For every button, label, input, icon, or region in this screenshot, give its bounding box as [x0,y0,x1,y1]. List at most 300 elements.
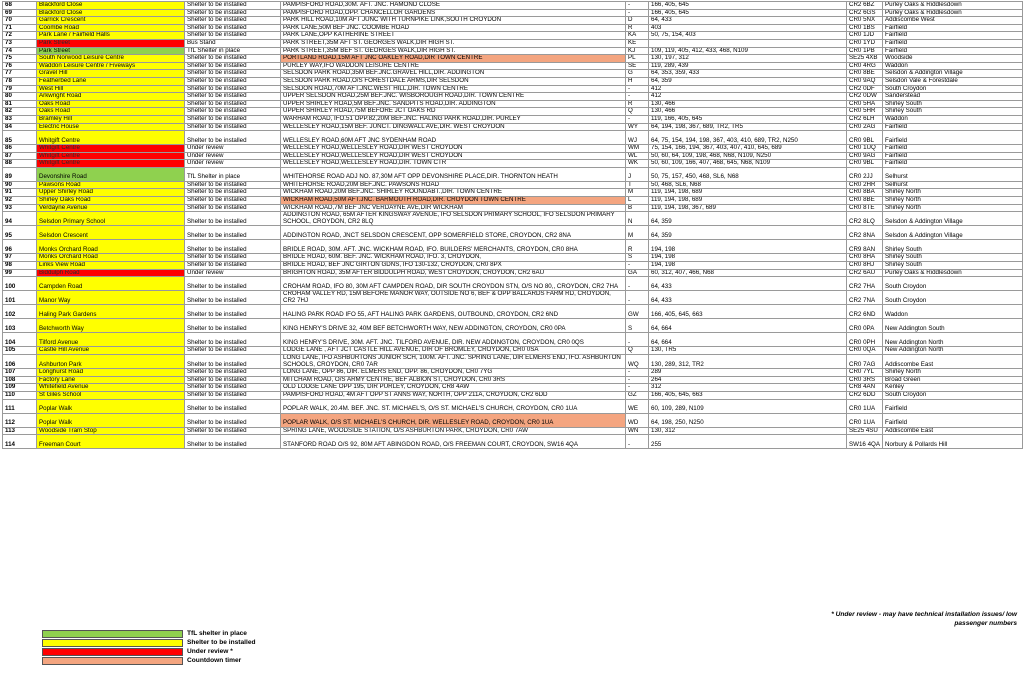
stop-name: Garrick Crescent [37,17,185,25]
row-number: 99 [3,269,37,277]
shelter-status: Shelter to be installed [185,55,281,63]
stop-indicator: - [626,384,649,392]
stop-location: BRIGHTON ROAD, 35M AFTER BIDDULPH ROAD, WEST CROYDON, CROYDON, CR2 6AU [281,269,626,277]
bus-routes: 50, 60, 109, 166, 407, 468, 645, N68, N109 [649,160,847,168]
table-row [3,152,1023,160]
table-row [3,108,1023,116]
row-number: 76 [3,62,37,70]
bus-routes: 194, 198 [649,254,847,262]
bus-routes: 50, 75, 157, 450, 468, SL6, N68 [649,167,847,181]
shelter-status: Shelter to be installed [185,24,281,32]
stop-name: Biddulph Road [37,269,185,277]
shelter-status: Shelter to be installed [185,131,281,145]
stop-location: WELLESLEY ROAD,WELLESLEY ROAD,DIR. TOWN CTR [281,160,626,168]
stop-location: PAMPISFORD ROAD,30M. AFT. JNC. HAMOND CLOSE [281,2,626,10]
bus-routes: 289 [649,369,847,377]
shelter-status: Shelter to be installed [185,369,281,377]
shelter-status: Shelter to be installed [185,9,281,17]
legend-item [42,629,256,638]
ward-name: Fairfield [883,413,1023,427]
stop-indicator: - [626,115,649,123]
stop-name: Waddon Leisure Centre / Fiveways [37,62,185,70]
ward-name: Woodside [883,55,1023,63]
row-number: 92 [3,197,37,205]
ward-name: Shirley North [883,369,1023,377]
ward-name: Sanderstead [883,93,1023,101]
shelter-status: Shelter to be installed [185,277,281,291]
postcode: CR0 8BE [847,197,883,205]
stop-location: WICKHAM ROAD,7M BEF JNC VERDAYNE AVE,DIR WICKHAM [281,204,626,212]
stop-location: WHITEHORSE ROAD,20M BEF.JNC. PAWSONS ROAD [281,181,626,189]
row-number: 69 [3,9,37,17]
ward-name: Purley Oaks & Riddlesdown [883,2,1023,10]
bus-routes: 64, 664 [649,333,847,347]
stop-location: WELLESLEY ROAD,WELLESLEY ROAD,DIR WEST CROYDON [281,145,626,153]
shelter-status: Shelter to be installed [185,212,281,226]
stop-indicator: WN [626,427,649,435]
postcode: CR0 8BE [847,70,883,78]
stop-location: SELSDON ROAD,70M AFT.JNC.WEST HILL,DIR. TOWN CENTRE [281,85,626,93]
row-number: 104 [3,333,37,347]
shelter-status: Shelter to be installed [185,435,281,449]
shelter-status: Shelter to be installed [185,319,281,333]
stop-indicator: WD [626,413,649,427]
ward-name: Addiscombe East [883,427,1023,435]
stop-location: PURLEY WAY,IFO WADDON LEISURE CENTRE [281,62,626,70]
stop-name: Electric House [37,123,185,131]
bus-routes: 130, 312 [649,427,847,435]
ward-name: New Addington North [883,333,1023,347]
stop-indicator: - [626,277,649,291]
bus-routes: 130, 466 [649,108,847,116]
stop-indicator: B [626,204,649,212]
stop-name: Monks Orchard Road [37,254,185,262]
ward-name: Selsdon & Addington Village [883,212,1023,226]
shelter-status: Shelter to be installed [185,189,281,197]
bus-routes: 64, 359 [649,226,847,240]
postcode: CR0 1UA [847,413,883,427]
shelter-status: Shelter to be installed [185,204,281,212]
stop-indicator: GA [626,269,649,277]
legend-swatch-yellow [42,639,183,647]
postcode: CR2 6DD [847,391,883,399]
row-number: 87 [3,152,37,160]
bus-routes: 312 [649,384,847,392]
ward-name: Selsdon & Addington Village [883,70,1023,78]
shelter-status: Shelter to be installed [185,197,281,205]
table-row [3,39,1023,47]
stop-name: Whitgift Centre [37,145,185,153]
row-number: 105 [3,347,37,355]
ward-name: Shirley North [883,197,1023,205]
stop-name: Monks Orchard Road [37,240,185,254]
shelter-status: Shelter to be installed [185,17,281,25]
ward-name: Fairfield [883,152,1023,160]
postcode: CR2 6AU [847,269,883,277]
row-number: 101 [3,291,37,305]
stop-indicator: M [626,189,649,197]
stop-location: SPRING LANE, WOODSIDE STATION, O/S ASHBURTON PARK, CROYDON, CR0 7AW [281,427,626,435]
stop-name: Arkwright Road [37,93,185,101]
stop-indicator: - [626,369,649,377]
legend-swatch-green [42,630,183,638]
row-number: 112 [3,413,37,427]
postcode: SE25 4XB [847,55,883,63]
postcode: CR0 8TE [847,204,883,212]
stop-location: PARK STREET,35M BEF ST. GEORGES WALK,DIR HIGH ST. [281,47,626,55]
shelter-status: Shelter to be installed [185,2,281,10]
row-number: 106 [3,355,37,369]
table-row [3,355,1023,369]
ward-name: Fairfield [883,160,1023,168]
bus-routes: 194, 198 [649,240,847,254]
stop-name: Selsdon Primary School [37,212,185,226]
bus-routes: 64, 433 [649,291,847,305]
bus-routes: 64, 353, 359, 433 [649,70,847,78]
stop-name: Betchworth Way [37,319,185,333]
bus-routes: 119, 194, 198, 367, 689 [649,204,847,212]
stop-indicator: M [626,226,649,240]
stop-indicator: SE [626,62,649,70]
bus-routes: 64, 198, 250, N250 [649,413,847,427]
table-row [3,291,1023,305]
table-row [3,204,1023,212]
ward-name: Fairfield [883,24,1023,32]
stop-indicator: D [626,17,649,25]
postcode: CR2 6LH [847,115,883,123]
stop-location: UPPER SELSDON ROAD,25M BEF.JNC. WISBOROUGH ROAD,DIR. TOWN CENTRE [281,93,626,101]
shelter-status: Shelter to be installed [185,77,281,85]
postcode: CR2 6BZ [847,2,883,10]
postcode: CR0 9BL [847,160,883,168]
bus-routes: 130, 466 [649,100,847,108]
table-row [3,115,1023,123]
ward-name: Addiscombe West [883,17,1023,25]
stop-indicator: KA [626,32,649,40]
shelter-status: Shelter to be installed [185,413,281,427]
shelter-status: Shelter to be installed [185,355,281,369]
stop-name: Coombe Road [37,24,185,32]
ward-name: Waddon [883,115,1023,123]
shelter-status: Under review [185,269,281,277]
table-row [3,427,1023,435]
stop-indicator: J [626,167,649,181]
stop-indicator: - [626,291,649,305]
table-row [3,413,1023,427]
postcode: CR0 0QA [847,347,883,355]
shelter-status: Shelter to be installed [185,391,281,399]
row-number: 110 [3,391,37,399]
postcode: CR2 8LQ [847,212,883,226]
ward-name: South Croydon [883,277,1023,291]
ward-name: Waddon [883,305,1023,319]
shelter-status: Shelter to be installed [185,291,281,305]
stop-location: UPPER SHIRLEY ROAD,5M BEF.JNC. SANDPITS ROAD,DIR. ADDINGTON [281,100,626,108]
shelter-status: Shelter to be installed [185,85,281,93]
bus-routes: 166, 405, 645, 663 [649,305,847,319]
postcode: CR0 2AG [847,123,883,131]
legend-label: Countdown timer [187,657,242,664]
row-number: 91 [3,189,37,197]
ward-name: New Addington South [883,319,1023,333]
bus-routes: 75, 154, 166, 194, 367, 403, 407, 410, 645, 689 [649,145,847,153]
postcode: CR2 6GS [847,9,883,17]
stop-location: PARK LANE,OPP KATHERINE STREET [281,32,626,40]
stop-location: CROHAM ROAD, IFO 80, 30M AFT CAMPDEN ROAD, DIR SOUTH CROYDON STN, O/S NO 80,, CROYDON, CR2 7HA [281,277,626,291]
table-row [3,9,1023,17]
ward-name: Selhurst [883,167,1023,181]
stop-indicator: - [626,435,649,449]
row-number: 81 [3,100,37,108]
ward-name: Shirley South [883,108,1023,116]
postcode: CR0 9AG [847,152,883,160]
shelter-status: Shelter to be installed [185,262,281,270]
stop-indicator: - [626,376,649,384]
stop-name: Selsdon Crescent [37,226,185,240]
shelter-status: Shelter to be installed [185,376,281,384]
bus-routes: 64, 433 [649,17,847,25]
postcode: CR0 1YD [847,39,883,47]
stop-location: WICKHAM ROAD,20M BEF.JNC. SHIRLEY ROUNDABT.,DIR. TOWN CENTRE [281,189,626,197]
legend-swatch-red [42,648,183,656]
table-body [3,2,1023,449]
table-row [3,123,1023,131]
stop-name: Campden Road [37,277,185,291]
ward-name: Shirley South [883,100,1023,108]
shelter-status: Shelter to be installed [185,240,281,254]
postcode: SW16 4QA [847,435,883,449]
stop-location: PARK LANE,50M BEF JNC. COOMBE ROAD [281,24,626,32]
stop-name: Bramley Hill [37,115,185,123]
bus-routes: 64, 359 [649,212,847,226]
postcode: CR2 7HA [847,277,883,291]
row-number: 97 [3,254,37,262]
shelter-status: Under review [185,160,281,168]
stop-name: Featherbed Lane [37,77,185,85]
stop-indicator: KJ [626,47,649,55]
stop-name: Factory Lane [37,376,185,384]
bus-routes: 64, 359 [649,77,847,85]
stop-name: Freeman Court [37,435,185,449]
postcode: CR0 8HA [847,254,883,262]
stop-name: Park Street [37,47,185,55]
stop-name: Links View Road [37,262,185,270]
postcode: CR0 9BL [847,131,883,145]
color-legend [42,629,256,665]
table-row [3,347,1023,355]
shelter-status: Shelter to be installed [185,254,281,262]
postcode: CR0 9AQ [847,77,883,85]
ward-name: Purley Oaks & Riddlesdown [883,269,1023,277]
row-number: 90 [3,181,37,189]
postcode: CR0 8HJ [847,262,883,270]
stop-name: Verdayne Avenue [37,204,185,212]
table-row [3,305,1023,319]
table-row [3,333,1023,347]
stop-indicator: WL [626,152,649,160]
stop-indicator: R [626,24,649,32]
bus-routes: 50, 60, 64, 109, 198, 468, N68, N109, N250 [649,152,847,160]
stop-location: POPLAR WALK, O/S ST. MICHAEL'S CHURCH, DIR. WELLESLEY ROAD, CROYDON, CR0 1UA [281,413,626,427]
bus-routes: 50, 75, 154, 403 [649,32,847,40]
stop-name: Manor Way [37,291,185,305]
shelter-status: Shelter to be installed [185,93,281,101]
stop-location: KING HENRY'S DRIVE, 30M. AFT. JNC. TILFORD AVENUE, DIR. NEW ADDINGTON, CROYDON, CR0 0QS [281,333,626,347]
stop-indicator: H [626,77,649,85]
stop-location: PORTLAND ROAD,15M AFT JNC OAKLEY ROAD,DIR TOWN CENTRE [281,55,626,63]
postcode: CR0 1PB [847,47,883,55]
shelter-status: Shelter to be installed [185,399,281,413]
stop-location: OLD LODGE LANE OPP 195, DIR PURLEY, CROYDON, CR8 4AW [281,384,626,392]
stop-location: SELSDON PARK ROAD,O/S FORESTDALE ARMS,DIR SELSDON [281,77,626,85]
stop-indicator: GW [626,305,649,319]
row-number: 86 [3,145,37,153]
bus-routes: 412 [649,85,847,93]
bus-routes: 60, 109, 289, N109 [649,399,847,413]
table-row [3,369,1023,377]
stop-indicator: KE [626,39,649,47]
stop-name: Whitgift Centre [37,152,185,160]
row-number: 98 [3,262,37,270]
legend-label: Under review * [187,648,233,655]
legend-item [42,638,256,647]
stop-location: PAMPISFORD ROAD,OPP. CHANCELLOR GARDENS [281,9,626,17]
bus-routes: 109, 119, 405, 412, 433, 468, N109 [649,47,847,55]
ward-name: Fairfield [883,32,1023,40]
stop-location: BRIDLE ROAD, BEF JNC GIRTON GDNS, IFO 130-132, CROYDON, CR0 8PX [281,262,626,270]
bus-shelter-table [2,1,1023,449]
stop-indicator: WJ [626,131,649,145]
bus-routes [649,39,847,47]
stop-name: Castle Hill Avenue [37,347,185,355]
postcode: CR0 0PA [847,319,883,333]
bus-routes: 119, 194, 198, 689 [649,189,847,197]
row-number: 107 [3,369,37,377]
stop-indicator: Q [626,347,649,355]
shelter-status: Shelter to be installed [185,384,281,392]
stop-location: WELLESLEY ROAD,WELLESLEY ROAD,DIR WEST CROYDON [281,152,626,160]
shelter-status: Shelter to be installed [185,123,281,131]
table-row [3,167,1023,181]
stop-location: LONG LANE, IFO ASHBURTONS JUNIOR SCH, 100M. AFT. JNC. SPRING LANE, DIR ELMERS END, IFO. ASHBURTON SCHOOLS, CROYDON, CR0 7AR [281,355,626,369]
postcode: CR0 7YL [847,369,883,377]
table-row [3,189,1023,197]
table-row [3,277,1023,291]
stop-location: WHITEHORSE ROAD ADJ NO. 87,30M AFT OPP DEVONSHIRE PLACE,DIR. THORNTON HEATH [281,167,626,181]
postcode: CR2 0DF [847,85,883,93]
stop-name: Ashburton Park [37,355,185,369]
stop-location: PAMPISFORD ROAD, 4M AFT OPP ST ANNS WAY, NORTH, OPP 211A, CROYDON, CR2 6DD [281,391,626,399]
postcode: CR0 1UQ [847,145,883,153]
stop-name: Devonshire Road [37,167,185,181]
bus-routes: 64, 75, 154, 194, 198, 367, 403, 410, 689, TR2, N250 [649,131,847,145]
row-number: 114 [3,435,37,449]
shelter-status: Bus Stand [185,39,281,47]
stop-indicator: - [626,85,649,93]
stop-indicator: WM [626,145,649,153]
row-number: 72 [3,32,37,40]
stop-location: SELSDON PARK ROAD,35M BEF.JNC.GRAVEL HILL,DIR. ADDINGTON [281,70,626,78]
shelter-status: TfL Shelter in place [185,47,281,55]
legend-item [42,647,256,656]
shelter-status: Shelter to be installed [185,115,281,123]
stop-location: WELLESLEY ROAD,15M BEF. JUNCT. DINGWALL AVE,DIR. WEST CROYDON [281,123,626,131]
table-row [3,254,1023,262]
bus-routes: 166, 405, 645 [649,2,847,10]
stop-name: Blackford Close [37,2,185,10]
table-row [3,131,1023,145]
row-number: 96 [3,240,37,254]
legend-item [42,656,256,665]
stop-indicator: Q [626,108,649,116]
bus-routes: 166, 405, 645 [649,9,847,17]
stop-indicator: N [626,212,649,226]
table-row [3,269,1023,277]
stop-name: Oaks Road [37,108,185,116]
stop-name: Whitgift Centre [37,160,185,168]
table-row [3,319,1023,333]
stop-indicator: - [626,93,649,101]
table-row [3,93,1023,101]
postcode: CR0 4RG [847,62,883,70]
ward-name: Broad Green [883,376,1023,384]
bus-routes: 264 [649,376,847,384]
stop-name: Whitgift Centre [37,131,185,145]
stop-name: Tilford Avenue [37,333,185,347]
bus-routes: 166, 405, 645, 663 [649,391,847,399]
postcode: CR0 7AG [847,355,883,369]
ward-name: Selhurst [883,181,1023,189]
ward-name: Addiscombe East [883,355,1023,369]
stop-location: MITCHAM ROAD, O/S ARMY CENTRE, BEF ALBION ST, CROYDON, CR0 3RS [281,376,626,384]
ward-name: Shirley North [883,204,1023,212]
table-row [3,24,1023,32]
row-number: 109 [3,384,37,392]
postcode: CR0 2JJ [847,167,883,181]
row-number: 108 [3,376,37,384]
bus-routes: 403 [649,24,847,32]
ward-name: Shirley South [883,262,1023,270]
bus-routes: 130, 197, 312 [649,55,847,63]
table-row [3,55,1023,63]
stop-indicator: WY [626,123,649,131]
stop-name: Haling Park Gardens [37,305,185,319]
stop-location: CROHAM VALLEY RD, 15M BEFORE MANOR WAY, OUTSIDE NO 6, BEF & OPP BALLARDS FARM RD, CROYDON, CR2 7HJ [281,291,626,305]
stop-name: Blackford Close [37,9,185,17]
table-row [3,262,1023,270]
stop-name: Woodside Tram Stop [37,427,185,435]
ward-name: Purley Oaks & Riddlesdown [883,9,1023,17]
table-row [3,70,1023,78]
stop-location: STANFORD ROAD O/S 92, 80M AFT ABINGDON ROAD, O/S FREEMAN COURT, CROYDON, SW16 4QA [281,435,626,449]
ward-name: Fairfield [883,123,1023,131]
postcode: CR0 3RS [847,376,883,384]
shelter-status: Shelter to be installed [185,108,281,116]
row-number: 89 [3,167,37,181]
stop-indicator: WQ [626,355,649,369]
postcode: CR2 8NA [847,226,883,240]
bus-routes: 194, 198 [649,262,847,270]
row-number: 93 [3,204,37,212]
postcode: CR0 5HA [847,100,883,108]
ward-name: Fairfield [883,399,1023,413]
stop-indicator: WK [626,160,649,168]
table-row [3,435,1023,449]
table-row [3,197,1023,205]
table-row [3,240,1023,254]
bus-routes: 50, 468, SL6, N68 [649,181,847,189]
ward-name: Shirley North [883,189,1023,197]
